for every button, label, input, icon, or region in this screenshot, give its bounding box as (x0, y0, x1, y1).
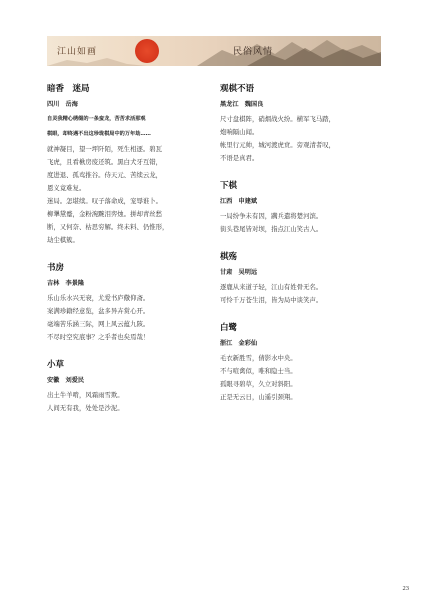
poem-author: 浙江 金彩仙 (220, 340, 258, 347)
poem-line: 毛衣新胜雪，倩影水中央。 (220, 354, 297, 362)
poem-line: 劫尘棋簇。 (47, 236, 79, 244)
poem-line: 就神凝目，望一坪阡陌，死生相逐。碧瓦 (47, 145, 163, 153)
poem-title: 下棋 (220, 181, 238, 191)
poem-line: 毫端苦乐涵三际，网上风云蕴九陔。 (47, 320, 150, 328)
poem (47, 358, 207, 415)
poem-line: 孤眼寻碧草，久立对斜阳。 (220, 380, 297, 388)
poem-line: 可怜千万苍生泪，皆为局中谈笑声。 (220, 296, 323, 304)
poem-line: 街头巷尾皆对坝，指点江山笑古人。 (220, 225, 323, 233)
poem-author: 黑龙江 魏国良 (220, 101, 264, 108)
banner-right-title: 民俗风情 (233, 47, 274, 57)
poem-title: 暗香 迷局 (47, 84, 90, 94)
poem-line: 正是无云日，山遥引颈翔。 (220, 393, 297, 401)
poem-line: 人间无有我，处处是沙泥。 (47, 404, 124, 412)
poem-line: 不与喧禽似，唯和隐士当。 (220, 367, 297, 375)
poem-line: 断，又何奈、枯思穷解。终未料、仍惟形， (47, 223, 169, 231)
poem-line: 帐里行元帅，城河渡虎贲。旁观清者叹， (220, 141, 336, 149)
page-number: 23 (402, 585, 409, 592)
left-column (47, 82, 207, 429)
poem-author: 吉林 李景隆 (47, 280, 85, 287)
poem-line: 迷局。怎堪续。叹子落命成，宠辱谁卜。 (47, 197, 163, 205)
poem-line: 尺寸盘棋阵，硝烟战火纷。横军飞马踏， (220, 115, 336, 123)
poem-line: 炮响隔山闻。 (220, 128, 259, 136)
poem-line: 恩义竟难复。 (47, 184, 86, 192)
poem-line: 乐山乐水兴无衰，尤爱书庐儆仰斋。 (47, 294, 150, 302)
poem (220, 82, 390, 165)
poem-author: 安徽 刘爱民 (47, 377, 85, 384)
banner-left-title: 江山如画 (57, 47, 98, 57)
right-column (220, 82, 390, 418)
poem-line: 柳犟黛蹙，金粉涴黦泪弈烛。拼却青丝愁 (47, 210, 163, 218)
poem-line: 逐鹿从来道子轻，江山有姓骨无名。 (220, 283, 323, 291)
poem (47, 82, 207, 247)
poem-title: 观棋不语 (220, 84, 255, 94)
poem-line: 案满珍籍经意览，盆多异卉赏心开。 (47, 307, 150, 315)
poem (220, 321, 390, 404)
poem-line: 飞虎，且看楸房废还筑。黑白犬牙互错， (47, 158, 163, 166)
header-banner (47, 36, 381, 66)
poem-intro-line: 自灵我精心绣缀的一条蛮龙，苦苦求活那观 (47, 116, 146, 122)
poem-author: 江西 申建斌 (220, 198, 258, 205)
poem-author: 四川 岳海 (47, 101, 78, 108)
poem-line: 度进退、孤鸾推谷。侍天元、苦续云龙， (47, 171, 163, 179)
poem-line: 出土牛羊啃，风霜雨雪欺。 (47, 391, 124, 399)
poem-title: 书房 (47, 263, 65, 273)
poem-line: 不语是真君。 (220, 154, 259, 162)
red-sun-icon (135, 39, 159, 63)
poem (220, 179, 390, 236)
poem-title: 棋殇 (220, 252, 238, 262)
poem-title: 小草 (47, 360, 65, 370)
poem-author: 甘肃 吴明远 (220, 269, 258, 276)
poem-intro-line: 棋眼，却终遇不出这珍珑棋局中的万年劫…… (47, 131, 151, 137)
poem-title: 白鹭 (220, 323, 238, 333)
mountain-landscape-icon (47, 36, 381, 66)
poem-line: 一局纷争未有因，蹒兵遣将楚河滨。 (220, 212, 323, 220)
poem-line: 不尽时空究底事？之乎者也矣焉哉！ (47, 333, 150, 341)
poem (220, 250, 390, 307)
poem (47, 261, 207, 344)
